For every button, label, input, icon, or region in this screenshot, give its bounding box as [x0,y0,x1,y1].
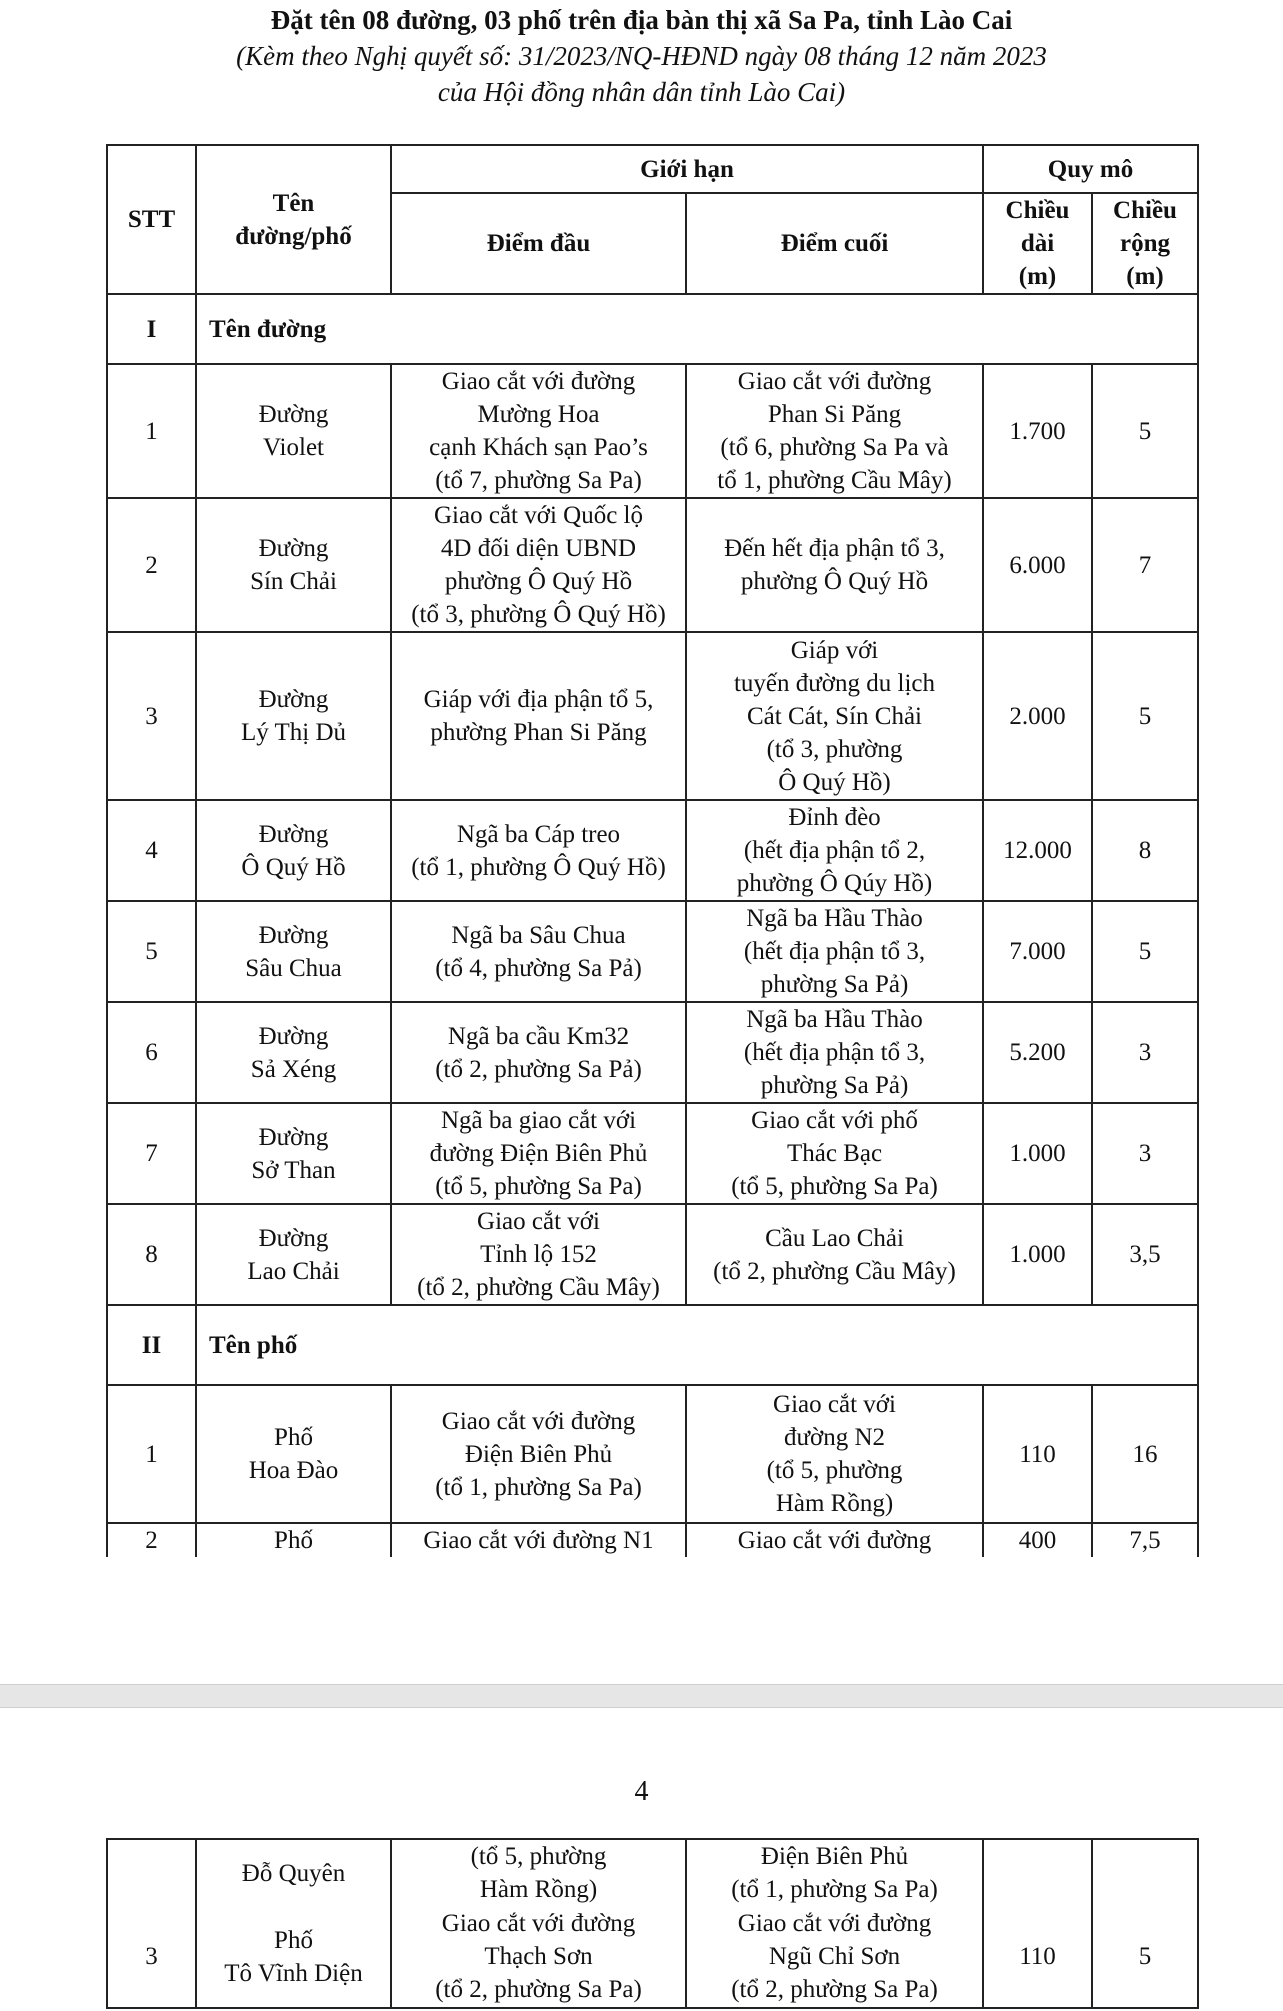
cell-length: 5.200 [983,1002,1092,1103]
table-row [107,364,1198,498]
cell-end-point [686,901,983,1002]
cell-line: Giao cắt với đường [441,1407,636,1435]
header-start-point: Điểm đầu [391,193,686,294]
cell-start-point [391,1103,686,1204]
cell-line: (tổ 2, phường Sa Pả) [435,1055,642,1083]
cell-width: 7 [1092,498,1198,632]
cell-line: (tổ 5, phường Sa Pa) [731,1173,938,1200]
cell-line: Hàm Rồng) [775,1490,894,1517]
cell-end-point [686,800,983,901]
cell-line: Sả Xéng [250,1055,337,1083]
cell-line: Thác Bạc [786,1140,883,1167]
cell-line: (tổ 3, phường [766,735,903,763]
cell-line: Ngã ba Hầu Thào [746,905,923,932]
cell-width: 7,5 [1092,1523,1198,1557]
section-row-roads [107,294,1198,364]
cell-name [196,632,391,800]
cell-line: Đường [258,535,329,562]
cell-start-point [391,1523,686,1557]
cell-end-point [686,1839,983,1906]
table-row [107,632,1198,800]
cell-end-point [686,1523,983,1557]
cell-line: Đường [258,401,329,428]
cell-line: Ô Quý Hồ) [778,768,891,796]
cell-line: Ô Quý Hồ [241,853,346,881]
cell-line: (hết địa phận tổ 3, [743,1039,926,1066]
cell-line: (tổ 2, phường Cầu Mây) [713,1257,956,1285]
cell-end-point [686,632,983,800]
table-row [107,1002,1198,1103]
cell-line: phường Ô Quý Hồ [444,568,633,595]
cell-width: 3 [1092,1103,1198,1204]
section-row-streets [107,1305,1198,1385]
cell-name [196,1385,391,1523]
cell-stt: 5 [107,901,196,1002]
cell-line: Đến hết địa phận tổ 3, [724,535,945,562]
table-row [107,1204,1198,1305]
cell-line: phường Sa Pả) [760,971,909,998]
cell-line: Đường [258,686,329,713]
cell-width: 3,5 [1092,1204,1198,1305]
header-stt: STT [107,145,196,294]
cell-end-point [686,1103,983,1204]
cell-line: Phố [274,1527,313,1554]
cell-name [196,1906,391,2008]
cell-length: 400 [983,1523,1092,1557]
cell-line: Đỗ Quyên [241,1859,346,1887]
cell-line: Tô Vĩnh Diện [224,1959,363,1987]
cell-stt: 6 [107,1002,196,1103]
cell-line: Lao Chải [247,1257,340,1285]
cell-line: Ngã ba cầu Km32 [447,1022,630,1050]
cell-length: 2.000 [983,632,1092,800]
cell-line: Phố [274,1424,313,1451]
cell-line: Đỉnh đèo [788,804,881,831]
cell-line: (hết địa phận tổ 2, [743,837,926,864]
cell-stt: 3 [107,1906,196,2008]
cell-line: Giáp với địa phận tổ 5, [423,686,654,713]
cell-line: Đường [258,1022,329,1050]
section-label: Tên đường [196,294,1198,364]
cell-line: Lý Thị Dủ [240,719,347,746]
cell-stt: 3 [107,632,196,800]
cell-line: Điện Biên Phủ [760,1843,909,1870]
cell-stt: 1 [107,1385,196,1523]
cell-line: Phan Si Păng [767,401,902,428]
cell-line: Ngũ Chỉ Sơn [768,1943,901,1970]
cell-name [196,1839,391,1906]
cell-line: Sín Chải [250,568,337,595]
cell-length: 12.000 [983,800,1092,901]
cell-name [196,364,391,498]
cell-line: Giao cắt với đường [441,1910,636,1937]
cell-line: phường Phan Si Păng [430,719,647,746]
streets-table [106,144,1199,1557]
cell-end-point [686,364,983,498]
cell-line: Phố [274,1926,313,1954]
cell-line: tổ 1, phường Cầu Mây) [717,467,952,494]
cell-width: 16 [1092,1385,1198,1523]
cell-line: phường Sa Pả) [760,1072,909,1099]
cell-length [983,1839,1092,1906]
header-end-point: Điểm cuối [686,193,983,294]
table-row [107,1385,1198,1523]
cell-line: Giao cắt với [477,1208,600,1235]
cell-length: 7.000 [983,901,1092,1002]
cell-length: 1.700 [983,364,1092,498]
cell-line: Tỉnh lộ 152 [480,1241,597,1268]
cell-line: Ngã ba Cáp treo [456,820,621,848]
cell-width [1092,1839,1198,1906]
cell-line: Violet [263,434,324,461]
header-limit: Giới hạn [391,145,983,193]
cell-line: đường N2 [783,1424,886,1451]
table-row-continued [107,1839,1198,1906]
cell-line: tuyến đường du lịch [733,669,936,697]
cell-line: 4D đối diện UBND [440,535,637,562]
cell-length: 110 [983,1385,1092,1523]
cell-start-point [391,1385,686,1523]
cell-width: 5 [1092,364,1198,498]
document-page-2 [0,1708,1283,2011]
cell-line: Sâu Chua [245,954,342,982]
cell-stt [107,1839,196,1906]
header-scale: Quy mô [983,145,1198,193]
cell-line: (hết địa phận tổ 3, [743,938,926,965]
cell-length: 6.000 [983,498,1092,632]
cell-stt: 7 [107,1103,196,1204]
cell-length: 110 [983,1906,1092,2008]
cell-line: Giao cắt với đường [441,368,636,395]
cell-line: Giao cắt với phố [751,1107,918,1134]
cell-line: Ngã ba Sâu Chua [451,921,626,949]
document-subtitle-line-1: (Kèm theo Nghị quyết số: 31/2023/NQ-HĐND ngày 08 tháng 12 năm 2023 [236,41,1047,71]
document-subtitle-line-2: của Hội đồng nhân dân tỉnh Lào Cai) [437,77,846,107]
cell-width: 5 [1092,632,1198,800]
cell-line: (tổ 2, phường Cầu Mây) [417,1274,660,1301]
header-name: Tên đường/phố [196,145,391,294]
cell-line: Giao cắt với đường [737,1910,932,1937]
cell-line: Giáp với [790,636,879,664]
cell-start-point [391,800,686,901]
cell-line: (tổ 2, phường Sa Pa) [435,1976,642,2003]
cell-line: (tổ 7, phường Sa Pa) [435,467,642,494]
cell-name [196,800,391,901]
cell-width: 3 [1092,1002,1198,1103]
table-row [107,800,1198,901]
cell-line: Ngã ba giao cắt với [440,1107,637,1134]
cell-start-point [391,901,686,1002]
streets-table-continued [106,1838,1199,2009]
cell-width: 5 [1092,1906,1198,2008]
cell-line: đường Điện Biên Phủ [429,1140,648,1167]
cell-name [196,1523,391,1557]
cell-line: (tổ 5, phường Sa Pa) [435,1173,642,1200]
cell-stt: 2 [107,1523,196,1557]
cell-end-point [686,498,983,632]
cell-line: (tổ 1, phường Ô Quý Hồ) [411,853,666,881]
cell-name [196,901,391,1002]
cell-end-point [686,1204,983,1305]
table-row [107,1523,1198,1557]
cell-start-point [391,632,686,800]
cell-line: (tổ 5, phường [766,1457,903,1484]
cell-end-point [686,1906,983,2008]
cell-line: (tổ 2, phường Sa Pa) [731,1976,938,2003]
cell-stt: 1 [107,364,196,498]
cell-width: 8 [1092,800,1198,901]
table-row [107,901,1198,1002]
cell-line: Cầu Lao Chải [765,1224,904,1252]
cell-line: (tổ 5, phường [470,1843,607,1870]
cell-line: phường Ô Quý Hồ [740,568,929,595]
page-number: 4 [634,1776,649,1807]
cell-start-point [391,1002,686,1103]
cell-line: (tổ 1, phường Sa Pa) [731,1876,938,1903]
cell-end-point [686,1002,983,1103]
cell-stt: 2 [107,498,196,632]
cell-start-point [391,364,686,498]
cell-stt: 4 [107,800,196,901]
cell-line: Đường [258,820,329,848]
cell-name [196,1103,391,1204]
cell-length: 1.000 [983,1103,1092,1204]
page-separator [0,1684,1283,1708]
document-title: Đặt tên 08 đường, 03 phố trên địa bàn thị xã Sa Pa, tỉnh Lào Cai [270,5,1013,35]
cell-line: Ngã ba Hầu Thào [746,1006,923,1033]
cell-line: (tổ 6, phường Sa Pa và [720,434,949,461]
section-number: II [107,1305,196,1385]
cell-length: 1.000 [983,1204,1092,1305]
cell-line: Mường Hoa [477,401,600,428]
cell-line: Sở Than [251,1156,336,1184]
cell-line: phường Ô Qúy Hồ) [736,870,933,897]
table-row [107,1906,1198,2008]
table-row [107,498,1198,632]
cell-width: 5 [1092,901,1198,1002]
cell-line: Giao cắt với Quốc lộ [434,502,643,529]
cell-start-point [391,498,686,632]
cell-line: Giao cắt với đường [737,368,932,395]
cell-name [196,1002,391,1103]
cell-end-point [686,1385,983,1523]
section-number: I [107,294,196,364]
cell-line: (tổ 1, phường Sa Pa) [435,1473,642,1501]
cell-line: Hàm Rồng) [479,1876,598,1903]
cell-name [196,498,391,632]
cell-line: Cát Cát, Sín Chải [747,702,922,730]
cell-line: Đường [258,1123,329,1151]
cell-line: Điện Biên Phủ [464,1440,613,1468]
cell-line: Giao cắt với đường N1 [423,1527,654,1554]
cell-line: Hoa Đào [248,1457,339,1484]
cell-line: Đường [258,1224,329,1252]
cell-line: Giao cắt với đường [737,1527,932,1554]
cell-name [196,1204,391,1305]
cell-line: (tổ 3, phường Ô Quý Hồ) [411,601,666,628]
header-width: Chiều rộng (m) [1092,193,1198,294]
cell-line: Đường [258,921,329,949]
cell-line: Thạch Sơn [484,1943,593,1970]
cell-start-point [391,1204,686,1305]
cell-line: Giao cắt với [773,1391,896,1418]
section-label: Tên phố [196,1305,1198,1385]
cell-start-point [391,1906,686,2008]
cell-line: (tổ 4, phường Sa Pả) [435,954,642,982]
cell-stt: 8 [107,1204,196,1305]
cell-start-point [391,1839,686,1906]
header-length: Chiều dài (m) [983,193,1092,294]
cell-line: cạnh Khách sạn Pao’s [429,434,648,461]
table-row [107,1103,1198,1204]
